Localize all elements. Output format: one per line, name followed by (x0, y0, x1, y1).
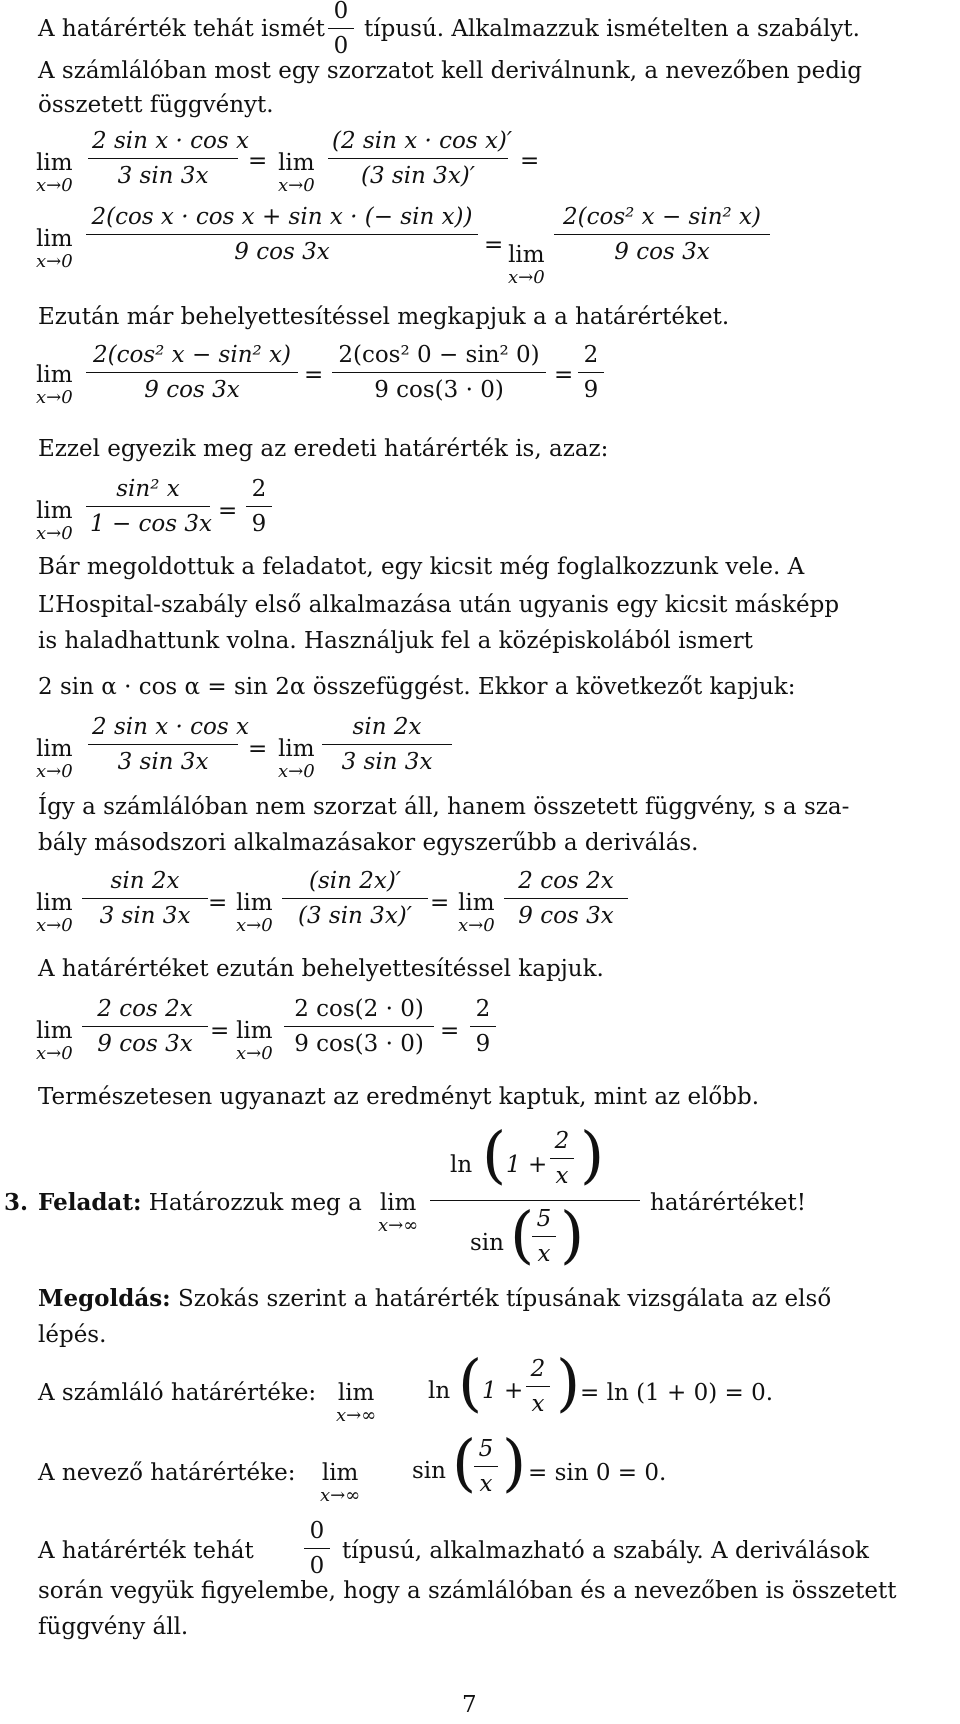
numerator: 2(cos² 0 − sin² 0) (338, 342, 540, 368)
equation-fraction (82, 996, 208, 1057)
lim-subscript: x→0 (36, 915, 73, 936)
sin-operator: sin (470, 1230, 504, 1256)
text-fragment: típusú. Alkalmazzuk ismételten a szabályt. (364, 16, 860, 42)
fraction-bar (430, 1200, 640, 1201)
numerator: 2 cos 2x (97, 996, 193, 1022)
equation-fraction (470, 996, 496, 1057)
lim-word: lim (36, 226, 73, 252)
limit-operator (36, 498, 73, 544)
ln-operator: ln (450, 1152, 473, 1178)
numerator: sin² x (116, 476, 180, 502)
lim-word: lim (337, 1380, 375, 1406)
lim-subscript: x→0 (36, 523, 73, 544)
limit-operator (36, 736, 73, 782)
inner-fraction (526, 1356, 550, 1417)
limit-operator (236, 890, 273, 936)
equals-sign: = (520, 148, 540, 174)
inner-fraction (474, 1436, 498, 1497)
lim-subscript: x→0 (36, 1043, 73, 1064)
denominator: 9 cos 3x (518, 903, 614, 929)
denominator: 9 cos 3x (614, 239, 710, 265)
right-paren: ) (560, 1198, 585, 1271)
numerator: 2 cos 2x (518, 868, 614, 894)
limit-operator (336, 1380, 376, 1426)
text-line: 2 sin α · cos α = sin 2α összefüggést. Ekkor a következőt kapjuk: (38, 674, 796, 700)
denominator: 1 − cos 3x (90, 511, 212, 537)
denominator: 9 cos(3 · 0) (374, 377, 504, 403)
numerator: sin 2x (110, 868, 180, 894)
numerator: 2 (554, 1128, 570, 1154)
task-text: Határozzuk meg a (148, 1190, 362, 1216)
denominator: 9 cos 3x (97, 1031, 193, 1057)
left-paren: ( (510, 1198, 535, 1271)
lim-word: lim (236, 1018, 273, 1044)
lim-word: lim (36, 150, 73, 176)
page-number: 7 (462, 1692, 477, 1718)
text-line: is haladhattunk volna. Használjuk fel a középiskolából ismert (38, 628, 753, 654)
limit-operator (36, 362, 73, 408)
limit-operator (278, 150, 315, 196)
lim-subscript: x→0 (278, 761, 315, 782)
right-paren: ) (502, 1426, 527, 1499)
task-statement (38, 1188, 362, 1218)
numerator: 2 (475, 996, 491, 1022)
text-fragment: A határérték tehát ismét (38, 16, 325, 42)
inner-fraction (550, 1128, 574, 1189)
left-paren: ( (452, 1426, 477, 1499)
equation-fraction (86, 476, 210, 537)
lim-subscript: x→0 (508, 267, 545, 288)
equals-sign: = (304, 362, 324, 388)
equation-fraction (328, 128, 513, 189)
equals-sign: = (210, 1018, 230, 1044)
lim-subscript: x→0 (458, 915, 495, 936)
zero-over-zero (304, 1518, 330, 1579)
numerator: 2(cos² x − sin² x) (563, 204, 761, 230)
text-line: A számlálóban most egy szorzatot kell deriválnunk, a nevezőben pedig (38, 58, 863, 84)
lim-subscript: x→0 (236, 1043, 273, 1064)
equals-sign: = (430, 890, 450, 916)
numerator: 5 (478, 1436, 494, 1462)
text-line: Így a számlálóban nem szorzat áll, hanem összetett függvény, s a sza- (38, 794, 850, 820)
lim-word: lim (278, 150, 315, 176)
equals-sign: = (554, 362, 574, 388)
numerator: sin 2x (352, 714, 422, 740)
lim-subscript: x→0 (36, 251, 73, 272)
numerator: 5 (536, 1206, 552, 1232)
text-line: Természetesen ugyanazt az eredményt kaptuk, mint az előbb. (38, 1084, 760, 1110)
lim-subscript: x→∞ (320, 1485, 361, 1506)
equation-fraction (86, 204, 478, 265)
denominator: x (537, 1241, 551, 1267)
numerator: 2 cos(2 · 0) (294, 996, 424, 1022)
inner-fraction (532, 1206, 556, 1267)
text-fragment: = ln (1 + 0) = 0. (580, 1380, 774, 1406)
denominator: 9 (583, 377, 599, 403)
limit-operator (508, 242, 545, 288)
lim-subscript: x→∞ (378, 1215, 419, 1236)
lim-subscript: x→0 (236, 915, 273, 936)
lim-word: lim (278, 736, 315, 762)
denominator: x (531, 1391, 545, 1417)
text-line: Ezután már behelyettesítéssel megkapjuk a a határértéket. (38, 304, 730, 330)
numerator: 2 sin x · cos x (92, 128, 249, 154)
text-line: Ezzel egyezik meg az eredeti határérték is, azaz: (38, 436, 609, 462)
lim-subscript: x→0 (36, 175, 73, 196)
text-line (38, 1284, 831, 1314)
limit-operator (320, 1460, 360, 1506)
equals-sign: = (218, 498, 238, 524)
numerator: 0 (309, 1518, 325, 1544)
task-label: Feladat: (38, 1189, 142, 1216)
denominator: 9 cos(3 · 0) (294, 1031, 424, 1057)
text-fragment: Szokás szerint a határérték típusának vizsgálata az első (178, 1286, 832, 1312)
zero-over-zero (328, 0, 354, 59)
ln-operator: ln (428, 1378, 451, 1404)
text-fragment: határértéket! (650, 1190, 806, 1216)
limit-operator (278, 736, 315, 782)
lim-word: lim (36, 890, 73, 916)
equation-fraction (578, 342, 604, 403)
equation-fraction (246, 476, 272, 537)
text-line: Bár megoldottuk a feladatot, egy kicsit még foglalkozzunk vele. A (38, 554, 805, 580)
limit-operator (36, 150, 73, 196)
lim-subscript: x→0 (36, 387, 73, 408)
task-fraction (430, 1118, 640, 1274)
lim-subscript: x→∞ (336, 1405, 377, 1426)
denominator: x (555, 1163, 569, 1189)
denominator: 9 cos 3x (234, 239, 330, 265)
denominator: 9 cos 3x (144, 377, 240, 403)
equation-fraction (504, 868, 628, 929)
text-line: A határértéket ezután behelyettesítéssel kapjuk. (38, 956, 604, 982)
sin-operator: sin (412, 1458, 446, 1484)
equals-sign: = (484, 232, 504, 258)
text-line (38, 14, 325, 44)
right-paren: ) (556, 1346, 581, 1419)
left-paren: ( (458, 1346, 483, 1419)
limit-operator (236, 1018, 273, 1064)
text-fragment: A nevező határértéke: (38, 1460, 296, 1486)
equation-fraction (82, 868, 208, 929)
numerator: 0 (333, 0, 349, 24)
denominator: (3 sin 3x)′ (297, 903, 412, 929)
equation-fraction (86, 342, 298, 403)
numerator: (sin 2x)′ (308, 868, 402, 894)
denominator: x (479, 1471, 493, 1497)
text-line: L’Hospital-szabály első alkalmazása után ugyanis egy kicsit másképp (38, 592, 840, 618)
lim-word: lim (36, 362, 73, 388)
denominator: 3 sin 3x (117, 749, 209, 775)
numerator: 2(cos x · cos x + sin x · (− sin x)) (91, 204, 473, 230)
denominator: 9 (475, 1031, 491, 1057)
limit-operator (458, 890, 495, 936)
equation-fraction (88, 128, 249, 189)
lim-word: lim (36, 498, 73, 524)
denominator: 9 (251, 511, 267, 537)
lim-subscript: x→0 (36, 761, 73, 782)
numerator: 2 (530, 1356, 546, 1382)
text-line: összetett függvényt. (38, 92, 274, 118)
text-line: függvény áll. (38, 1614, 189, 1640)
lim-word: lim (36, 1018, 73, 1044)
denominator: 0 (309, 1553, 325, 1579)
text-fragment: = sin 0 = 0. (528, 1460, 667, 1486)
equals-sign: = (248, 148, 268, 174)
equation-fraction (88, 714, 249, 775)
limit-operator (36, 890, 73, 936)
left-paren: ( (482, 1118, 507, 1191)
text-fragment: A számláló határértéke: (38, 1380, 317, 1406)
equation-fraction (322, 714, 452, 775)
lim-subscript: x→0 (278, 175, 315, 196)
text-line: lépés. (38, 1322, 107, 1348)
one-plus: 1 + (506, 1152, 548, 1178)
equation-fraction (554, 204, 770, 265)
one-plus: 1 + (482, 1378, 524, 1404)
denominator: (3 sin 3x)′ (360, 163, 475, 189)
numerator: (2 sin x · cos x)′ (332, 128, 513, 154)
numerator: 2 sin x · cos x (92, 714, 249, 740)
equals-sign: = (208, 890, 228, 916)
equation-fraction (284, 996, 434, 1057)
task-number-label: 3. (4, 1189, 29, 1216)
lim-word: lim (508, 242, 545, 268)
text-line: során vegyük figyelembe, hogy a számlálóban és a nevezőben is összetett (38, 1578, 897, 1604)
text-line (364, 14, 860, 44)
right-paren: ) (580, 1118, 605, 1191)
lim-word: lim (321, 1460, 359, 1486)
equation-fraction (282, 868, 428, 929)
text-fragment: típusú, alkalmazható a szabály. A deriválások (342, 1538, 869, 1564)
task-number (4, 1188, 28, 1218)
solution-label: Megoldás: (38, 1285, 171, 1312)
equals-sign: = (248, 736, 268, 762)
lim-word: lim (458, 890, 495, 916)
text-line: bály másodszori alkalmazásakor egyszerűbb a deriválás. (38, 830, 699, 856)
limit-operator (378, 1190, 418, 1236)
equation-fraction (332, 342, 546, 403)
equals-sign: = (440, 1018, 460, 1044)
denominator: 3 sin 3x (117, 163, 209, 189)
numerator: 2 (251, 476, 267, 502)
limit-operator (36, 226, 73, 272)
lim-word: lim (379, 1190, 417, 1216)
limit-operator (36, 1018, 73, 1064)
lim-word: lim (36, 736, 73, 762)
denominator: 3 sin 3x (341, 749, 433, 775)
numerator: 2 (583, 342, 599, 368)
denominator: 0 (333, 33, 349, 59)
denominator: 3 sin 3x (99, 903, 191, 929)
text-fragment: A határérték tehát (38, 1538, 254, 1564)
numerator: 2(cos² x − sin² x) (93, 342, 291, 368)
lim-word: lim (236, 890, 273, 916)
